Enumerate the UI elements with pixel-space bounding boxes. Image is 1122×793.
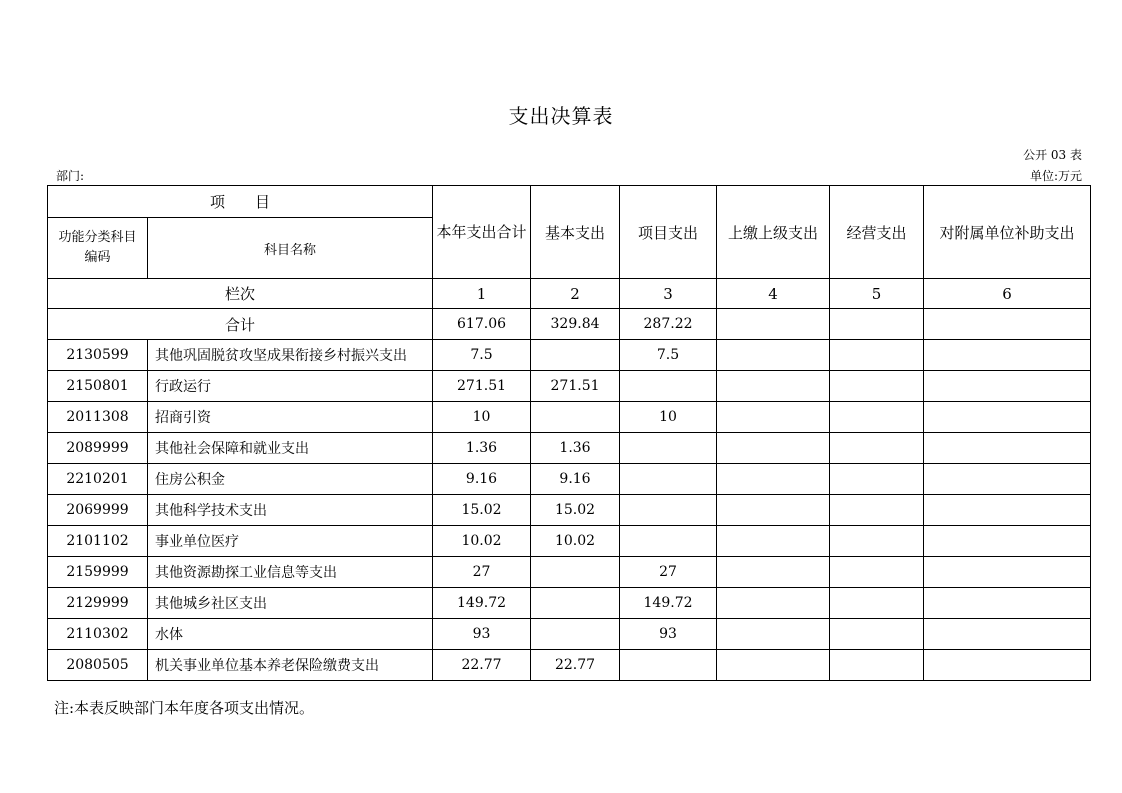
subject-name: 其他社会保障和就业支出 xyxy=(148,433,433,464)
subject-code: 2129999 xyxy=(48,588,148,619)
amount-cell: 149.72 xyxy=(433,588,531,619)
amount-cell: 15.02 xyxy=(433,495,531,526)
amount-cell xyxy=(620,495,717,526)
amount-cell xyxy=(717,402,830,433)
amount-cell: 9.16 xyxy=(433,464,531,495)
form-number: 公开 03 表 xyxy=(1023,148,1082,162)
amount-cell xyxy=(620,526,717,557)
amount-cell xyxy=(717,526,830,557)
subject-name: 其他巩固脱贫攻坚成果衔接乡村振兴支出 xyxy=(148,340,433,371)
header-col-project: 项目支出 xyxy=(620,186,717,279)
expenditure-table xyxy=(47,185,1091,681)
amount-cell xyxy=(717,340,830,371)
subject-code: 2130599 xyxy=(48,340,148,371)
amount-cell xyxy=(717,588,830,619)
amount-cell xyxy=(717,371,830,402)
amount-cell xyxy=(830,433,924,464)
amount-cell: 22.77 xyxy=(433,650,531,681)
amount-cell xyxy=(924,557,1091,588)
amount-cell: 7.5 xyxy=(620,340,717,371)
header-col-upper: 上缴上级支出 xyxy=(717,186,830,279)
total-cell xyxy=(924,309,1091,340)
amount-cell xyxy=(830,402,924,433)
amount-cell xyxy=(924,619,1091,650)
subject-code: 2159999 xyxy=(48,557,148,588)
header-col-operation: 经营支出 xyxy=(830,186,924,279)
amount-cell: 271.51 xyxy=(433,371,531,402)
total-label: 合计 xyxy=(48,309,433,340)
subject-name: 机关事业单位基本养老保险缴费支出 xyxy=(148,650,433,681)
subject-code: 2101102 xyxy=(48,526,148,557)
amount-cell: 7.5 xyxy=(433,340,531,371)
amount-cell xyxy=(531,557,620,588)
subject-name: 其他资源勘探工业信息等支出 xyxy=(148,557,433,588)
amount-cell xyxy=(717,650,830,681)
total-cell xyxy=(830,309,924,340)
table-row xyxy=(48,588,1091,619)
amount-cell xyxy=(717,495,830,526)
amount-cell xyxy=(924,588,1091,619)
amount-cell xyxy=(830,371,924,402)
table-row xyxy=(48,495,1091,526)
amount-cell xyxy=(717,433,830,464)
subject-code: 2150801 xyxy=(48,371,148,402)
amount-cell: 9.16 xyxy=(531,464,620,495)
subject-code: 2080505 xyxy=(48,650,148,681)
total-cell: 617.06 xyxy=(433,309,531,340)
index-cell: 2 xyxy=(531,279,620,309)
total-cell: 287.22 xyxy=(620,309,717,340)
table-row xyxy=(48,557,1091,588)
page-title: 支出决算表 xyxy=(508,104,614,128)
amount-cell xyxy=(830,464,924,495)
amount-cell xyxy=(717,619,830,650)
subject-name: 水体 xyxy=(148,619,433,650)
amount-cell xyxy=(830,619,924,650)
subject-code: 2069999 xyxy=(48,495,148,526)
subject-name: 其他城乡社区支出 xyxy=(148,588,433,619)
amount-cell xyxy=(620,464,717,495)
amount-cell: 10 xyxy=(433,402,531,433)
table-row xyxy=(48,433,1091,464)
header-col-basic: 基本支出 xyxy=(531,186,620,279)
subject-code: 2110302 xyxy=(48,619,148,650)
subject-code: 2210201 xyxy=(48,464,148,495)
amount-cell xyxy=(830,340,924,371)
index-cell: 6 xyxy=(924,279,1091,309)
subject-code: 2011308 xyxy=(48,402,148,433)
amount-cell xyxy=(830,588,924,619)
department-label: 部门: xyxy=(56,169,85,183)
index-cell: 4 xyxy=(717,279,830,309)
subject-name: 招商引资 xyxy=(148,402,433,433)
header-col-total: 本年支出合计 xyxy=(433,186,531,279)
index-cell: 3 xyxy=(620,279,717,309)
amount-cell xyxy=(531,619,620,650)
amount-cell: 22.77 xyxy=(531,650,620,681)
amount-cell: 15.02 xyxy=(531,495,620,526)
amount-cell: 1.36 xyxy=(531,433,620,464)
table-row xyxy=(48,371,1091,402)
amount-cell: 10.02 xyxy=(531,526,620,557)
amount-cell xyxy=(717,557,830,588)
subject-code: 2089999 xyxy=(48,433,148,464)
amount-cell xyxy=(830,650,924,681)
amount-cell xyxy=(924,650,1091,681)
amount-cell xyxy=(924,526,1091,557)
index-cell: 5 xyxy=(830,279,924,309)
total-row xyxy=(48,309,1091,340)
header-code: 功能分类科目编码 xyxy=(48,218,148,279)
subject-name: 其他科学技术支出 xyxy=(148,495,433,526)
subject-name: 行政运行 xyxy=(148,371,433,402)
header-item: 项 目 xyxy=(48,186,433,218)
table-row xyxy=(48,650,1091,681)
amount-cell xyxy=(924,495,1091,526)
amount-cell xyxy=(531,588,620,619)
table-row xyxy=(48,526,1091,557)
amount-cell: 27 xyxy=(433,557,531,588)
amount-cell: 93 xyxy=(620,619,717,650)
table-row xyxy=(48,619,1091,650)
amount-cell xyxy=(620,371,717,402)
subject-name: 事业单位医疗 xyxy=(148,526,433,557)
amount-cell: 93 xyxy=(433,619,531,650)
index-cell: 1 xyxy=(433,279,531,309)
amount-cell xyxy=(924,402,1091,433)
unit-label: 单位:万元 xyxy=(1029,169,1082,183)
amount-cell xyxy=(924,340,1091,371)
amount-cell xyxy=(924,371,1091,402)
total-cell xyxy=(717,309,830,340)
data-rows xyxy=(48,340,1091,681)
amount-cell: 271.51 xyxy=(531,371,620,402)
amount-cell xyxy=(531,402,620,433)
header-name: 科目名称 xyxy=(148,218,433,279)
table-row xyxy=(48,464,1091,495)
footnote: 注:本表反映部门本年度各项支出情况。 xyxy=(54,699,315,717)
amount-cell xyxy=(830,495,924,526)
amount-cell xyxy=(830,526,924,557)
total-cell: 329.84 xyxy=(531,309,620,340)
amount-cell: 27 xyxy=(620,557,717,588)
subject-name: 住房公积金 xyxy=(148,464,433,495)
amount-cell: 10 xyxy=(620,402,717,433)
amount-cell: 10.02 xyxy=(433,526,531,557)
amount-cell xyxy=(924,433,1091,464)
table-row xyxy=(48,340,1091,371)
index-row xyxy=(48,279,1091,309)
amount-cell xyxy=(717,464,830,495)
amount-cell xyxy=(620,650,717,681)
table-row xyxy=(48,402,1091,433)
amount-cell xyxy=(531,340,620,371)
header-col-subsidy: 对附属单位补助支出 xyxy=(924,186,1091,279)
amount-cell: 1.36 xyxy=(433,433,531,464)
amount-cell xyxy=(924,464,1091,495)
amount-cell xyxy=(830,557,924,588)
index-label: 栏次 xyxy=(48,279,433,309)
amount-cell: 149.72 xyxy=(620,588,717,619)
amount-cell xyxy=(620,433,717,464)
